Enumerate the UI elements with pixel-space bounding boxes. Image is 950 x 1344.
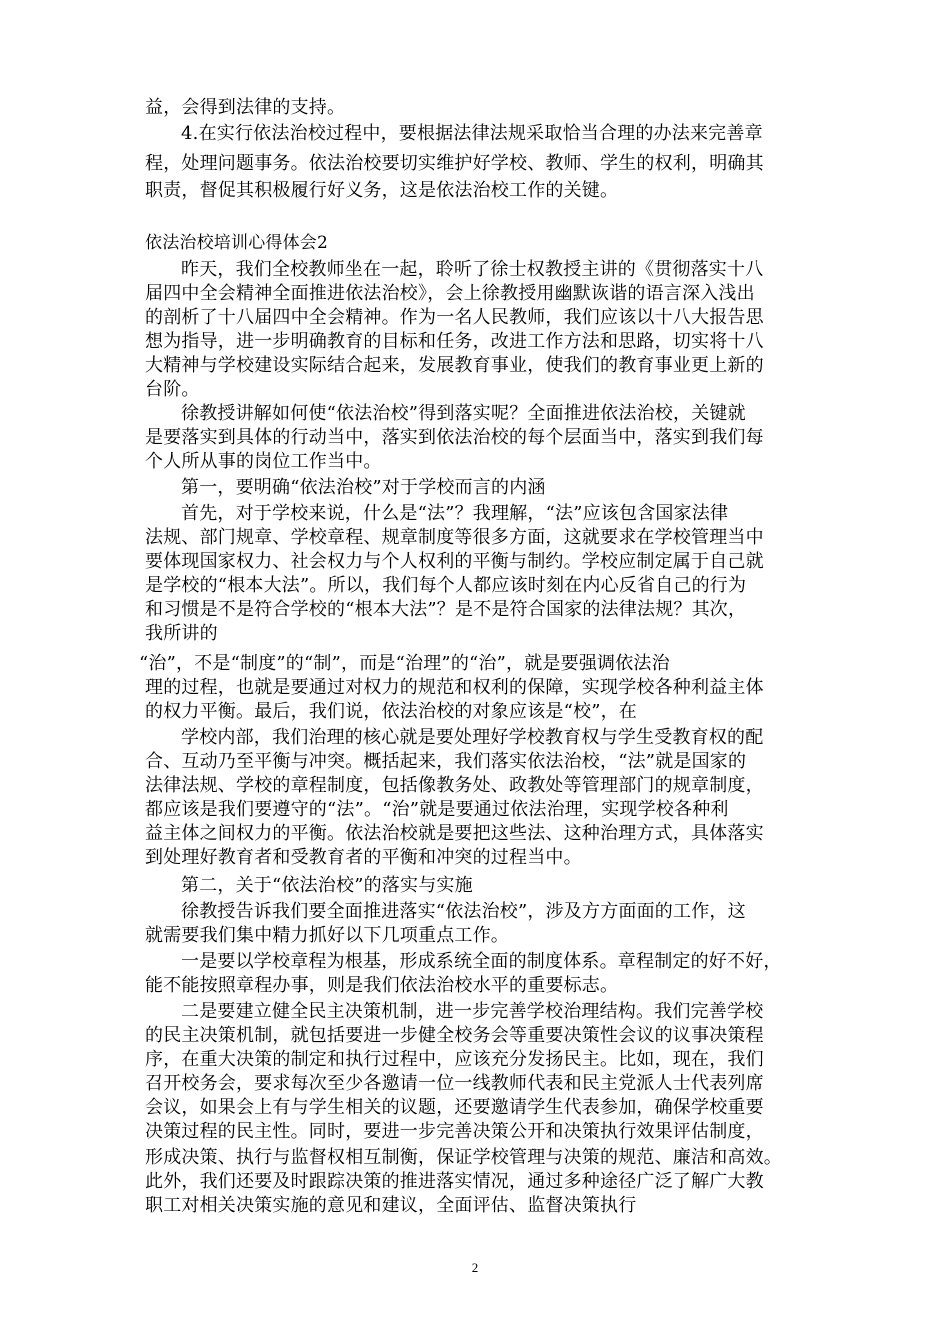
text-line: 届四中全会精神全面推进依法治校》，会上徐教授用幽默诙谐的语言深入浅出	[145, 283, 755, 304]
text-line: 一是要以学校章程为根基，形成系统全面的制度体系。章程制定的好不好，	[181, 951, 782, 972]
text-line: 徐教授告诉我们要全面推进落实“依法治校”，涉及方方面面的工作，这	[181, 901, 746, 922]
text-line: 要体现国家权力、社会权力与个人权利的平衡与制约。学校应制定属于自己就	[145, 551, 764, 572]
text-line: 首先，对于学校来说，什么是“法”？我理解，“法”应该包含国家法律	[181, 503, 729, 524]
text-line: 是学校的“根本大法”。所以，我们每个人都应该时刻在内心反省自己的行为	[145, 575, 747, 596]
text-line: 到处理好教育者和受教育者的平衡和冲突的过程当中。	[145, 847, 582, 868]
text-line: 是要落实到具体的行动当中，落实到依法治校的每个层面当中，落实到我们每	[145, 427, 764, 448]
text-line: 程，处理问题事务。依法治校要切实维护好学校、教师、学生的权利，明确其	[145, 153, 764, 174]
text-line: 会议，如果会上有与学生相关的议题，还要邀请学生代表参加，确保学校重要	[145, 1097, 764, 1118]
text-line: 台阶。	[145, 379, 200, 400]
text-line: 序，在重大决策的制定和执行过程中，应该充分发扬民主。比如，现在，我们	[145, 1049, 764, 1070]
text-line: 法律法规、学校的章程制度，包括像教务处、政教处等管理部门的规章制度，	[145, 775, 764, 796]
text-line: 决策过程的民主性。同时，要进一步完善决策公开和决策执行效果评估制度，	[145, 1121, 764, 1142]
page-number: 2	[471, 1260, 479, 1275]
text-line: 召开校务会，要求每次至少各邀请一位一线教师代表和民主党派人士代表列席	[145, 1073, 764, 1094]
text-line: 个人所从事的岗位工作当中。	[145, 451, 382, 472]
text-line: 形成决策、执行与监督权相互制衡，保证学校管理与决策的规范、廉洁和高效。	[145, 1147, 782, 1168]
section-heading: 依法治校培训心得体会2	[145, 233, 329, 253]
text-line: 大精神与学校建设实际结合起来，发展教育事业，使我们的教育事业更上新的	[145, 355, 764, 376]
text-line: 职工对相关决策实施的意见和建议，全面评估、监督决策执行	[145, 1195, 637, 1216]
text-line: 就需要我们集中精力抓好以下几项重点工作。	[145, 925, 509, 946]
subheading: 第一，要明确“依法治校”对于学校而言的内涵	[181, 477, 546, 498]
text-line: 徐教授讲解如何使“依法治校”得到落实呢？全面推进依法治校，关键就	[181, 403, 746, 424]
text-line: 法规、部门规章、学校章程、规章制度等很多方面，这就要求在学校管理当中	[145, 527, 764, 548]
text-line: 益主体之间权力的平衡。依法治校就是要把这些法、这种治理方式，具体落实	[145, 823, 764, 844]
text-line: 职责，督促其积极履行好义务，这是依法治校工作的关键。	[145, 180, 619, 201]
text-line: 我所讲的	[145, 623, 218, 644]
text-line: 想为指导，进一步明确教育的目标和任务，改进工作方法和思路，切实将十八	[145, 331, 764, 352]
text-line: 的权力平衡。最后，我们说，依法治校的对象应该是“校”，在	[145, 701, 638, 722]
text-line: 4.在实行依法治校过程中，要根据法律法规采取恰当合理的办法来完善章	[181, 123, 763, 144]
text-line: 和习惯是不是符合学校的“根本大法”？是不是符合国家的法律法规？其次，	[145, 599, 747, 620]
text-line: 的民主决策机制，就包括要进一步健全校务会等重要决策性会议的议事决策程	[145, 1025, 764, 1046]
text-line: 学校内部，我们治理的核心就是要处理好学校教育权与学生受教育权的配	[181, 727, 764, 748]
text-line: 的剖析了十八届四中全会精神。作为一名人民教师，我们应该以十八大报告思	[145, 307, 764, 328]
text-line: 都应该是我们要遵守的“法”。“治”就是要通过依法治理，实现学校各种利	[145, 799, 729, 820]
text-line: 二是要建立健全民主决策机制，进一步完善学校治理结构。我们完善学校	[181, 1001, 764, 1022]
text-line: 能不能按照章程办事，则是我们依法治校水平的重要标志。	[145, 975, 619, 996]
text-line: 合、互动乃至平衡与冲突。概括起来，我们落实依法治校，“法”就是国家的	[145, 751, 747, 772]
text-line: 此外，我们还要及时跟踪决策的推进落实情况，通过多种途径广泛了解广大教	[145, 1171, 764, 1192]
text-line: 昨天，我们全校教师坐在一起，聆听了徐士权教授主讲的《贯彻落实十八	[181, 259, 764, 280]
text-line: “治”，不是“制度”的“制”，而是“治理”的“治”，就是要强调依法治	[139, 653, 670, 674]
subheading: 第二，关于“依法治校”的落实与实施	[181, 875, 473, 896]
text-line: 益，会得到法律的支持。	[145, 97, 346, 118]
text-line: 理的过程，也就是要通过对权力的规范和权利的保障，实现学校各种利益主体	[145, 677, 764, 698]
